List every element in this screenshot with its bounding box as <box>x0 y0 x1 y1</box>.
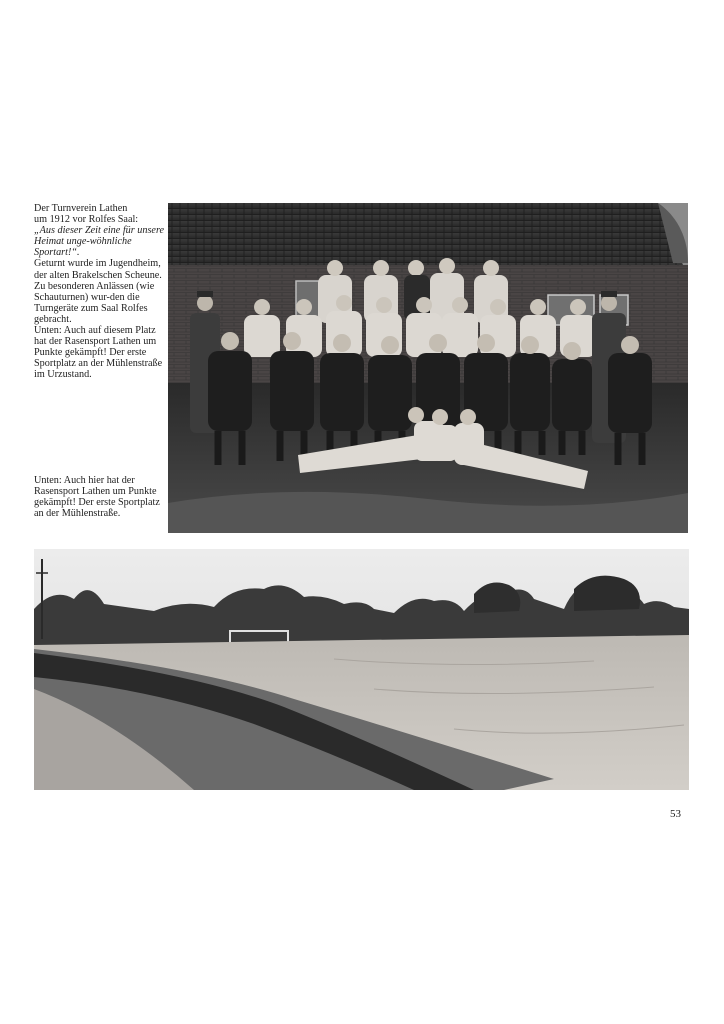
caption-tail: Unten: Auch auf diesem Platz hat der Rasensport Lathen um Punkte gekämpft! Der erste Sportplatz an der Mühlenstraße im Urzustand. <box>34 325 163 381</box>
caption-bottom <box>34 475 166 519</box>
team-photo-image <box>168 203 688 533</box>
field-photo-image <box>34 549 689 790</box>
caption-line-2: um 1912 vor Rolfes Saal: <box>34 214 139 226</box>
caption-quote: „Aus dieser Zeit eine für unsere Heimat unge-wöhnliche Sportart!“. <box>34 225 165 259</box>
caption-top <box>34 203 166 381</box>
caption-bottom-text: Unten: Auch hier hat der Rasensport Lathen um Punkte gekämpft! Der erste Sportplatz an der Mühlenstraße. <box>34 475 160 520</box>
caption-line-1: Der Turnverein Lathen <box>34 203 128 214</box>
team-photo <box>168 203 688 533</box>
caption-body: Geturnt wurde im Jugendheim, der alten Brakelschen Scheune. Zu besonderen Anlässen (wie Schauturnen) wur-den die Turngeräte zum Saal Rolfes gebracht. <box>34 258 162 325</box>
page-number: 53 <box>670 808 681 820</box>
field-photo <box>34 549 689 790</box>
